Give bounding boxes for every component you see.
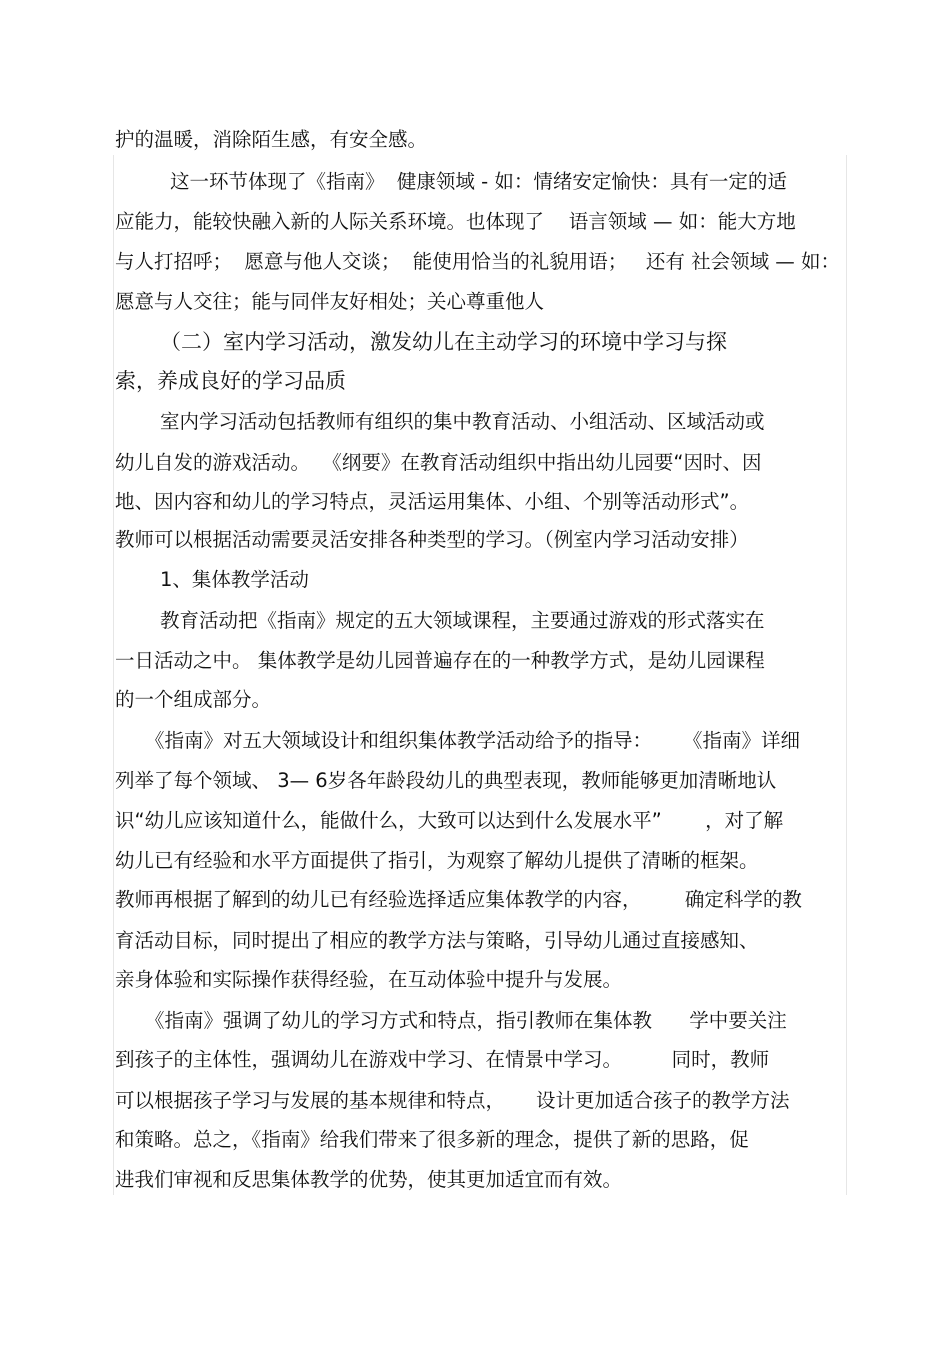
text-line-15: 的一个组成部分。: [115, 688, 272, 711]
text-line-24: 到孩子的主体性，强调幼儿在游戏中学习、在情景中学习。 同时，教师: [115, 1048, 770, 1071]
subheading-collective-teaching: 1、集体教学活动: [160, 568, 309, 591]
text-line-20: 教师再根据了解到的幼儿已有经验选择适应集体教学的内容， 确定科学的教: [115, 888, 802, 911]
text-line-19: 幼儿已有经验和水平方面提供了指引，为观察了解幼儿提供了清晰的框架。: [115, 849, 759, 872]
text-line-17: 列举了每个领域、 3— 6岁各年龄段幼儿的典型表现，教师能够更加清晰地认: [115, 769, 777, 792]
text-line-16: 《指南》对五大领域设计和组织集体教学活动给予的指导： 《指南》详细: [145, 729, 800, 752]
text-line-21: 育活动目标，同时提出了相应的教学方法与策略，引导幼儿通过直接感知、: [115, 929, 759, 952]
text-line-26: 和策略。总之，《指南》给我们带来了很多新的理念，提供了新的思路，促: [115, 1128, 749, 1151]
text-line-14: 一日活动之中。 集体教学是幼儿园普遍存在的一种教学方式，是幼儿园课程: [115, 649, 765, 672]
text-line-10: 地、因内容和幼儿的学习特点，灵活运用集体、小组、个别等活动形式”。: [115, 490, 750, 513]
text-line-8: 室内学习活动包括教师有组织的集中教育活动、小组活动、区域活动或: [160, 410, 765, 433]
page-border-right: [846, 155, 847, 1195]
text-line-3: 应能力，能较快融入新的人际关系环境。也体现了 语言领域 — 如：能大方地: [115, 210, 796, 233]
text-line-2: 这一环节体现了《指南》 健康领域 - 如：情绪安定愉快：具有一定的适: [170, 170, 787, 193]
section-heading-line-1: （二）室内学习活动，激发幼儿在主动学习的环境中学习与探: [160, 330, 727, 354]
text-line-25: 可以根据孩子学习与发展的基本规律和特点， 设计更加适合孩子的教学方法: [115, 1089, 790, 1112]
text-line-18: 识“幼儿应该知道什么，能做什么，大致可以达到什么发展水平” ，对了解: [115, 809, 784, 832]
text-line-11: 教师可以根据活动需要灵活安排各种类型的学习。（例室内学习活动安排）: [115, 528, 749, 551]
text-line-9: 幼儿自发的游戏活动。 《纲要》在教育活动组织中指出幼儿园要“因时、因: [115, 451, 762, 474]
section-heading-line-2: 索，养成良好的学习品质: [115, 369, 346, 393]
text-line-1: 护的温暖，消除陌生感，有安全感。: [115, 128, 428, 151]
text-line-22: 亲身体验和实际操作获得经验，在互动体验中提升与发展。: [115, 968, 623, 991]
text-line-5: 愿意与人交往；能与同伴友好相处；关心尊重他人: [115, 290, 545, 313]
page-border-left: [113, 155, 114, 1195]
text-line-23: 《指南》强调了幼儿的学习方式和特点，指引教师在集体教 学中要关注: [145, 1009, 787, 1032]
text-line-27: 进我们审视和反思集体教学的优势，使其更加适宜而有效。: [115, 1168, 623, 1191]
text-line-13: 教育活动把《指南》规定的五大领域课程，主要通过游戏的形式落实在: [160, 609, 765, 632]
text-line-4: 与人打招呼； 愿意与他人交谈； 能使用恰当的礼貌用语； 还有 社会领域 — 如：: [115, 250, 840, 273]
